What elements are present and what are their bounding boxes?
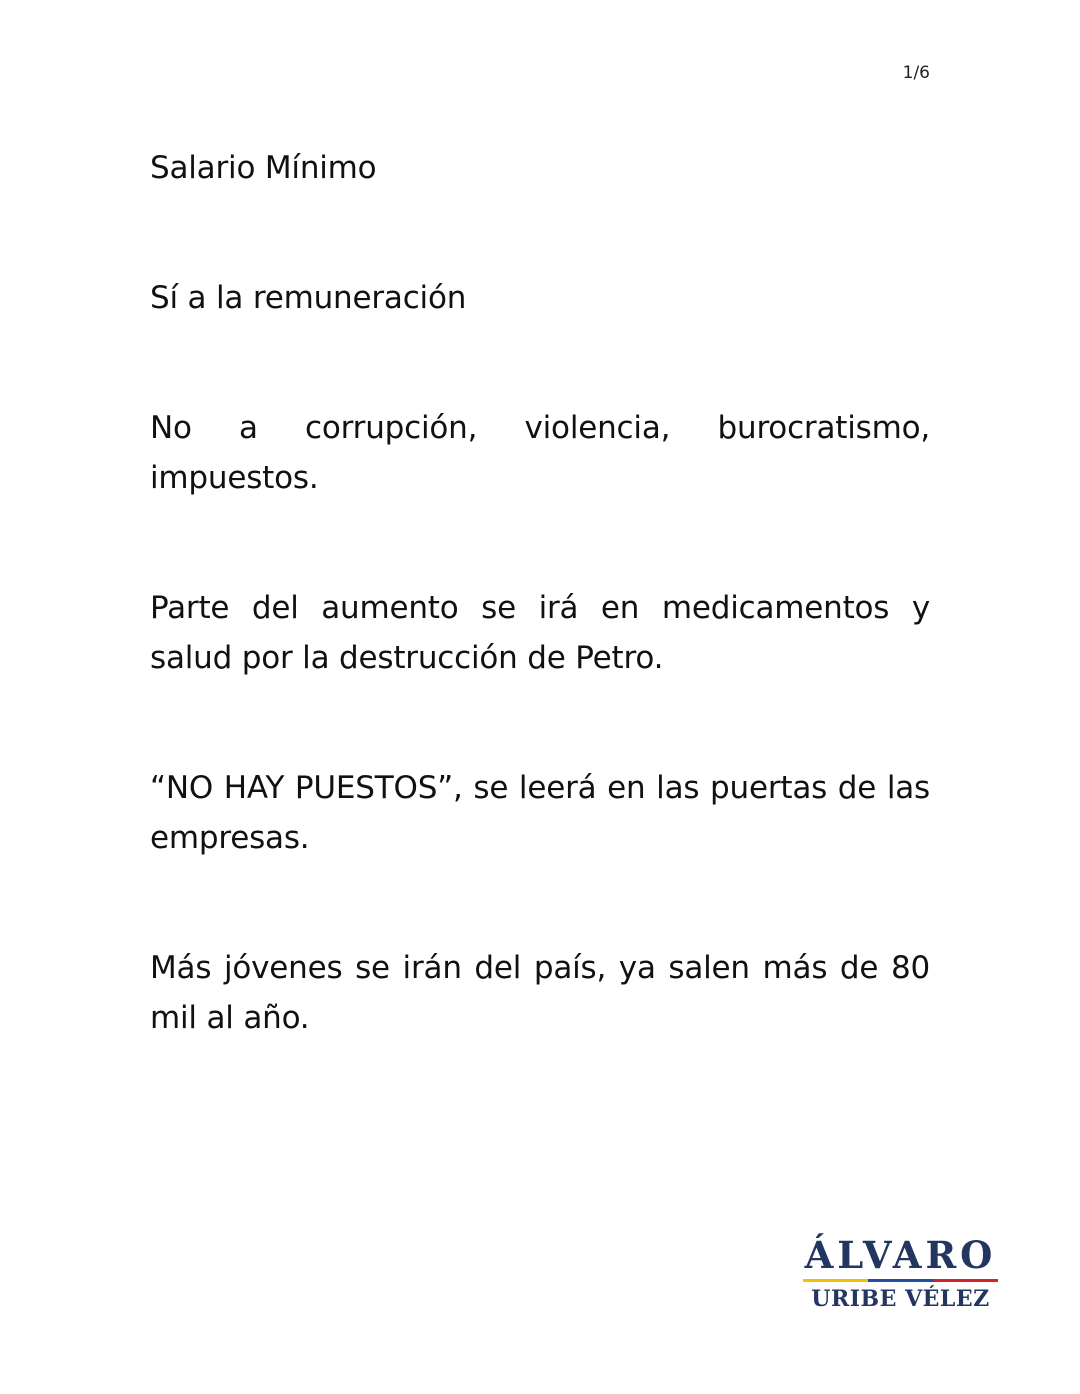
- paragraph-remuneracion: Sí a la remuneración: [150, 280, 467, 316]
- alvaro-uribe-velez-logo: [803, 1232, 998, 1316]
- paragraph-jovenes: Más jóvenes se irán del país, ya salen más de 80 mil al año.: [150, 950, 930, 1036]
- logo-stripe-yellow: [803, 1279, 868, 1282]
- logo-surname: URIBE VÉLEZ: [811, 1286, 990, 1312]
- logo-stripe-red: [933, 1279, 998, 1282]
- logo-first-name: ÁLVARO: [804, 1233, 997, 1277]
- paragraph-corrupcion: No a corrupción, violencia, burocratismo, impuestos.: [150, 410, 930, 496]
- paragraph-puestos: “NO HAY PUESTOS”, se leerá en las puertas de las empresas.: [150, 770, 930, 856]
- logo-tricolor-stripe: [803, 1279, 998, 1282]
- page-number: 1/6: [902, 63, 930, 83]
- paragraph-aumento: Parte del aumento se irá en medicamentos y salud por la destrucción de Petro.: [150, 590, 930, 676]
- logo-stripe-blue: [868, 1279, 933, 1282]
- document-title: Salario Mínimo: [150, 150, 377, 186]
